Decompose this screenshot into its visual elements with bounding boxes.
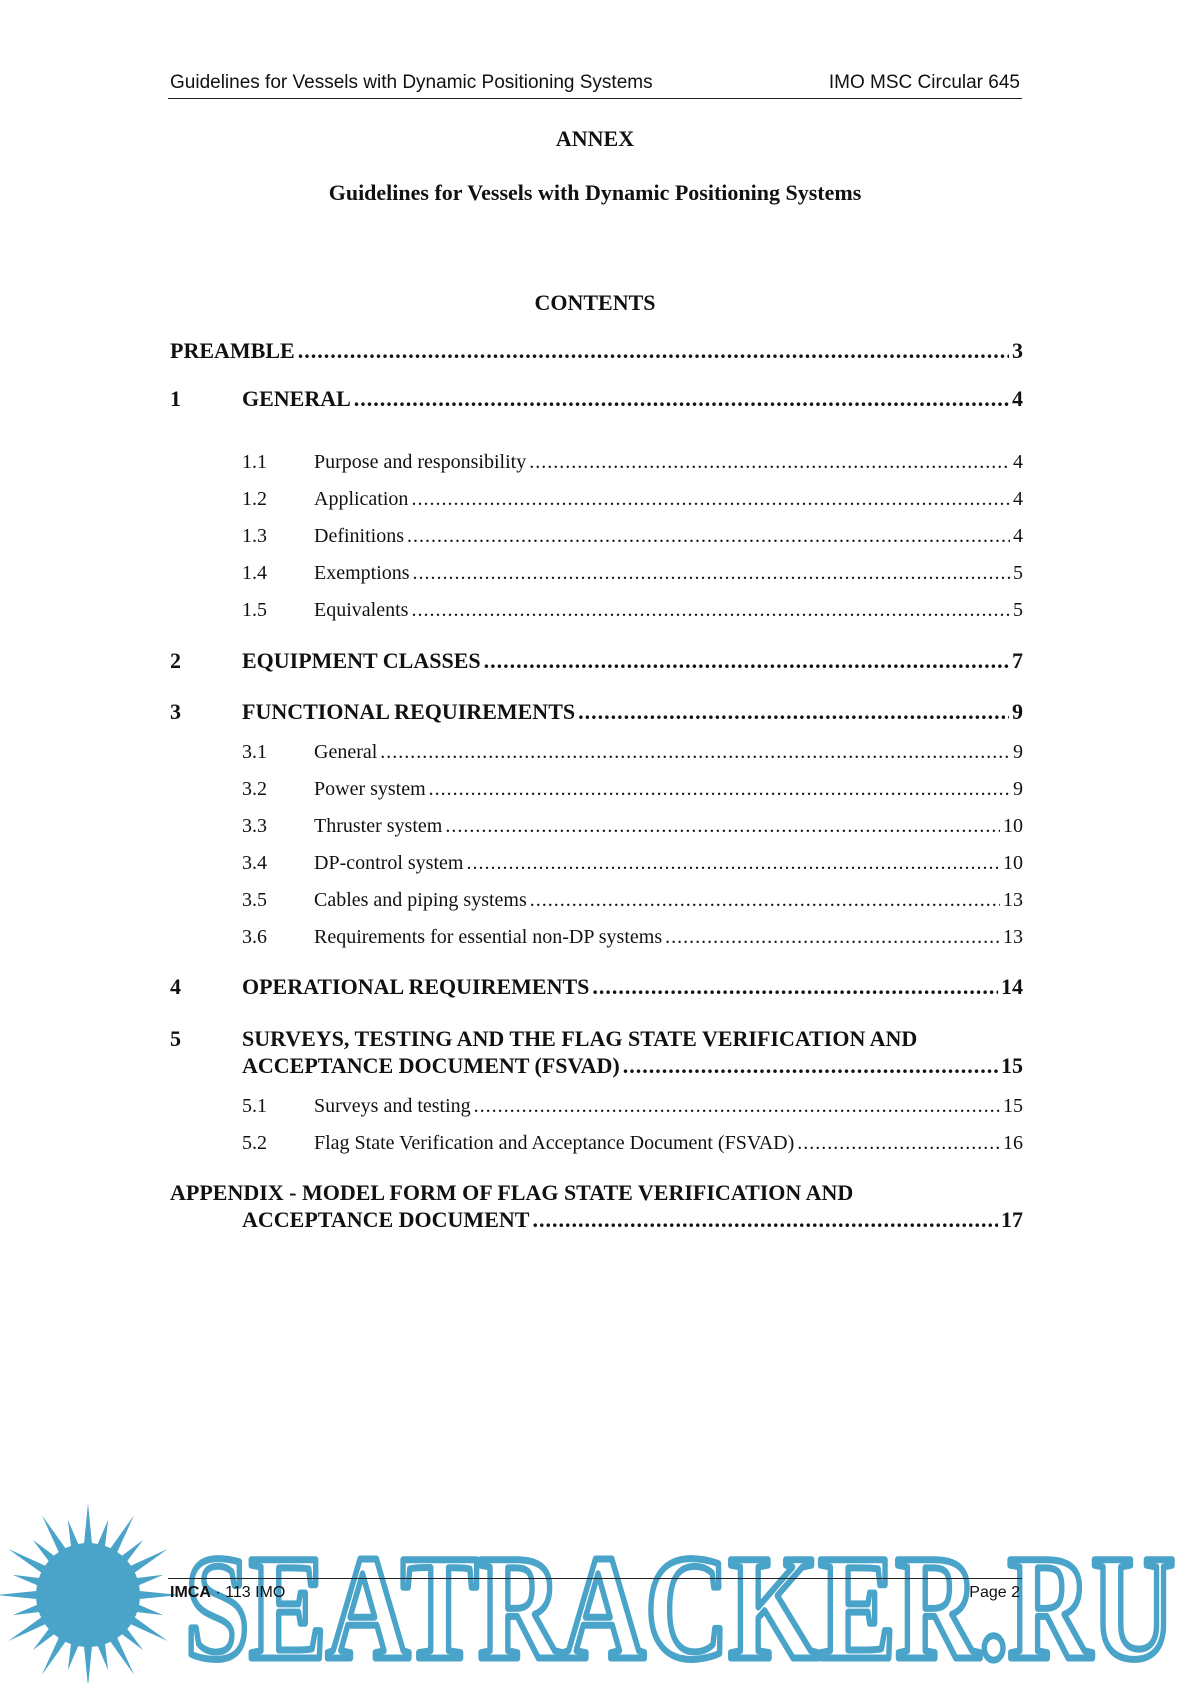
- sun-ray: [0, 1591, 40, 1600]
- toc-leader-dots: [429, 778, 1010, 801]
- toc-subsection-number: 3.5: [242, 889, 267, 911]
- toc-entry-title: Purpose and responsibility: [314, 451, 527, 473]
- toc-entry-title: ACCEPTANCE DOCUMENT (FSVAD): [242, 1053, 620, 1078]
- toc-page-number: 3: [1012, 338, 1023, 363]
- toc-subsection-number: 5.1: [242, 1095, 267, 1117]
- toc-entry-non-dp-systems[interactable]: [314, 926, 1023, 949]
- toc-page-number: 16: [1003, 1132, 1023, 1154]
- toc-subsection-number: 3.6: [242, 926, 267, 948]
- toc-entry-general[interactable]: [242, 386, 1023, 412]
- toc-entry-title: Requirements for essential non-DP systems: [314, 926, 663, 948]
- toc-entry-power-system[interactable]: [314, 778, 1023, 801]
- toc-section-number: 1: [170, 386, 181, 411]
- sun-logo-icon: [0, 1500, 190, 1683]
- toc-entry-title: Exemptions: [314, 562, 410, 584]
- sun-ray: [84, 1503, 93, 1547]
- toc-subsection-number: 3.4: [242, 852, 267, 874]
- toc-entry-application[interactable]: [314, 488, 1023, 511]
- toc-entry-title: DP-control system: [314, 852, 464, 874]
- toc-page-number: 7: [1012, 648, 1023, 673]
- toc-page-number: 4: [1013, 488, 1023, 510]
- toc-entry-title: OPERATIONAL REQUIREMENTS: [242, 974, 590, 999]
- toc-subsection-number: 3.2: [242, 778, 267, 800]
- toc-entry-equipment-classes[interactable]: [242, 648, 1023, 674]
- toc-leader-dots: [529, 451, 1010, 474]
- toc-entry-cables-piping[interactable]: [314, 889, 1023, 912]
- toc-leader-dots: [797, 1132, 1000, 1155]
- toc-leader-dots: [298, 338, 1009, 364]
- toc-entry-title: Cables and piping systems: [314, 889, 527, 911]
- toc-page-number: 4: [1013, 451, 1023, 473]
- toc-leader-dots: [411, 488, 1010, 511]
- toc-leader-dots: [665, 926, 1000, 949]
- toc-page-number: 17: [1001, 1207, 1023, 1232]
- toc-leader-dots: [578, 699, 1009, 725]
- toc-page-number: 15: [1003, 1095, 1023, 1117]
- toc-leader-dots: [445, 815, 1000, 838]
- toc-entry-purpose[interactable]: [314, 451, 1023, 474]
- footer-ref: · 113 IMO: [215, 1584, 286, 1601]
- toc-entry-thruster-system[interactable]: [314, 815, 1023, 838]
- toc-entry-title-line1: SURVEYS, TESTING AND THE FLAG STATE VERIFICATION AND: [242, 1026, 918, 1051]
- toc-page-number: 9: [1013, 778, 1023, 800]
- header-circular-ref: IMO MSC Circular 645: [828, 72, 1020, 93]
- toc-entry-title: PREAMBLE: [170, 338, 295, 363]
- toc-entry-fsvad[interactable]: [314, 1132, 1023, 1155]
- toc-page-number: 5: [1013, 599, 1023, 621]
- footer-org: IMCA: [170, 1584, 211, 1601]
- toc-subsection-number: 3.1: [242, 741, 267, 763]
- toc-entry-title: Surveys and testing: [314, 1095, 471, 1117]
- toc-entry-title: Equivalents: [314, 599, 409, 621]
- toc-section-number: 3: [170, 699, 181, 724]
- toc-leader-dots: [466, 852, 1000, 875]
- toc-leader-dots: [532, 1207, 998, 1233]
- toc-entry-surveys[interactable]: [242, 1053, 1023, 1079]
- toc-leader-dots: [474, 1095, 1000, 1118]
- guidelines-heading: Guidelines for Vessels with Dynamic Positioning Systems: [328, 180, 862, 205]
- toc-section-number: 4: [170, 974, 181, 999]
- toc-entry-title: Flag State Verification and Acceptance Document (FSVAD): [314, 1132, 795, 1154]
- toc-page-number: 15: [1001, 1053, 1023, 1078]
- toc-page-number: 13: [1003, 926, 1023, 948]
- toc-entry-definitions[interactable]: [314, 525, 1023, 548]
- toc-entry-title: EQUIPMENT CLASSES: [242, 648, 481, 673]
- page-footer: [168, 1578, 1022, 1607]
- toc-subsection-number: 3.3: [242, 815, 267, 837]
- footer-page-number: Page 2: [969, 1584, 1020, 1601]
- toc-leader-dots: [484, 648, 1009, 674]
- annex-heading: ANNEX: [555, 126, 635, 151]
- footer-doc-ref: [170, 1584, 285, 1602]
- toc-entry-title: Thruster system: [314, 815, 443, 837]
- toc-leader-dots: [407, 525, 1010, 548]
- toc-subsection-number: 5.2: [242, 1132, 267, 1154]
- toc-entry-title: General: [314, 741, 378, 763]
- toc-entry-operational-requirements[interactable]: [242, 974, 1023, 1000]
- toc-entry-exemptions[interactable]: [314, 562, 1023, 585]
- page-header: [168, 72, 1022, 99]
- toc-entry-dp-control-system[interactable]: [314, 852, 1023, 875]
- toc-page-number: 14: [1001, 974, 1023, 999]
- toc-page-number: 13: [1003, 889, 1023, 911]
- toc-subsection-number: 1.5: [242, 599, 267, 621]
- toc-page-number: 5: [1013, 562, 1023, 584]
- toc-subsection-number: 1.2: [242, 488, 267, 510]
- header-doc-title: Guidelines for Vessels with Dynamic Positioning Systems: [170, 72, 653, 93]
- toc-entry-title-line1: APPENDIX - MODEL FORM OF FLAG STATE VERIFICATION AND: [170, 1180, 854, 1205]
- toc-leader-dots: [530, 889, 1000, 912]
- watermark-label: SEATRACKER.RU: [185, 1530, 1175, 1680]
- toc-entry-title: Application: [314, 488, 409, 510]
- toc-page-number: 10: [1003, 852, 1023, 874]
- toc-section-number: 5: [170, 1026, 181, 1051]
- toc-page-number: 9: [1013, 741, 1023, 763]
- toc-subsection-number: 1.3: [242, 525, 267, 547]
- toc-page-number: 10: [1003, 815, 1023, 837]
- toc-leader-dots: [592, 974, 998, 1000]
- toc-entry-preamble[interactable]: [170, 338, 1023, 364]
- contents-heading: CONTENTS: [534, 290, 656, 315]
- toc-leader-dots: [623, 1053, 998, 1079]
- sun-ray: [84, 1643, 93, 1683]
- toc-leader-dots: [354, 386, 1009, 412]
- toc-entry-title: FUNCTIONAL REQUIREMENTS: [242, 699, 576, 724]
- toc-entry-equivalents[interactable]: [314, 599, 1023, 622]
- toc-entry-title: ACCEPTANCE DOCUMENT: [242, 1207, 530, 1232]
- toc-entry-general-3-1[interactable]: [314, 741, 1023, 764]
- toc-entry-title: GENERAL: [242, 386, 351, 411]
- toc-leader-dots: [380, 741, 1010, 764]
- toc-subsection-number: 1.1: [242, 451, 267, 473]
- toc-leader-dots: [411, 599, 1010, 622]
- toc-section-number: 2: [170, 648, 181, 673]
- toc-page-number: 4: [1012, 386, 1023, 411]
- toc-entry-appendix[interactable]: [242, 1207, 1023, 1233]
- toc-entry-surveys-testing[interactable]: [314, 1095, 1023, 1118]
- toc-page-number: 9: [1012, 699, 1023, 724]
- toc-entry-title: Power system: [314, 778, 426, 800]
- toc-entry-title: Definitions: [314, 525, 404, 547]
- toc-entry-functional-requirements[interactable]: [242, 699, 1023, 725]
- toc-page-number: 4: [1013, 525, 1023, 547]
- toc-leader-dots: [413, 562, 1010, 585]
- toc-subsection-number: 1.4: [242, 562, 267, 584]
